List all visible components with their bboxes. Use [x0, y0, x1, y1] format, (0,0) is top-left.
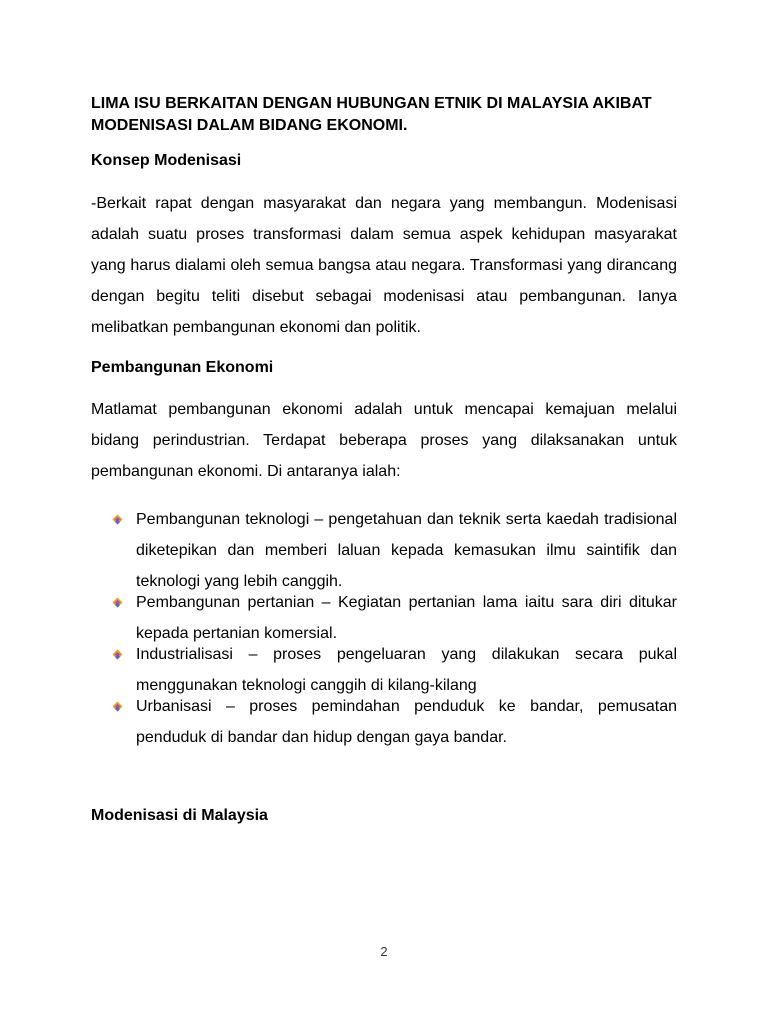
section-heading-pembangunan-ekonomi: Pembangunan Ekonomi: [91, 359, 274, 376]
section-heading-konsep-modenisasi: Konsep Modenisasi: [91, 152, 242, 169]
list-item: [91, 504, 677, 597]
section-paragraph-konsep-modenisasi: -Berkait rapat dengan masyarakat dan negara yang membangun. Modenisasi adalah suatu proses transformasi dalam semua aspek kehidupan masyarakat yang harus dialami oleh semua bangsa atau negara. Transformasi yang dirancang dengan begitu teliti disebut sebagai modenisasi atau pembangunan. Ianya melibatkan pembangunan ekonomi dan politik.: [91, 195, 677, 336]
document-body: [91, 93, 677, 826]
diamond-bullet-icon: [112, 649, 123, 660]
list-item-text: Industrialisasi – proses pengeluaran yang dilakukan secara pukal menggunakan teknologi canggih di kilang-kilang: [136, 646, 677, 694]
diamond-bullet-icon: [112, 514, 123, 525]
section-heading-modenisasi-di-malaysia: Modenisasi di Malaysia: [91, 807, 268, 824]
section-paragraph-pembangunan-ekonomi: Matlamat pembangunan ekonomi adalah untuk mencapai kemajuan melalui bidang perindustrian. Terdapat beberapa proses yang dilaksanakan untuk pembangunan ekonomi. Di antaranya ialah:: [91, 401, 677, 480]
document-title: LIMA ISU BERKAITAN DENGAN HUBUNGAN ETNIK DI MALAYSIA AKIBAT MODENISASI DALAM BIDANG EKONOMI.: [91, 95, 652, 134]
diamond-bullet-icon: [112, 701, 123, 712]
diamond-bullet-icon: [112, 597, 123, 608]
list-item-text: Pembangunan pertanian – Kegiatan pertanian lama iaitu sara diri ditukar kepada pertanian komersial.: [136, 594, 677, 642]
list-item-text: Pembangunan teknologi – pengetahuan dan teknik serta kaedah tradisional diketepikan dan memberi laluan kepada kemasukan ilmu saintifik dan teknologi yang lebih canggih.: [136, 511, 677, 590]
list-item: [91, 691, 677, 753]
page-number: 2: [380, 944, 388, 959]
bullet-list: [91, 504, 677, 753]
list-item-text: Urbanisasi – proses pemindahan penduduk ke bandar, pemusatan penduduk di bandar dan hidup dengan gaya bandar.: [136, 698, 677, 746]
